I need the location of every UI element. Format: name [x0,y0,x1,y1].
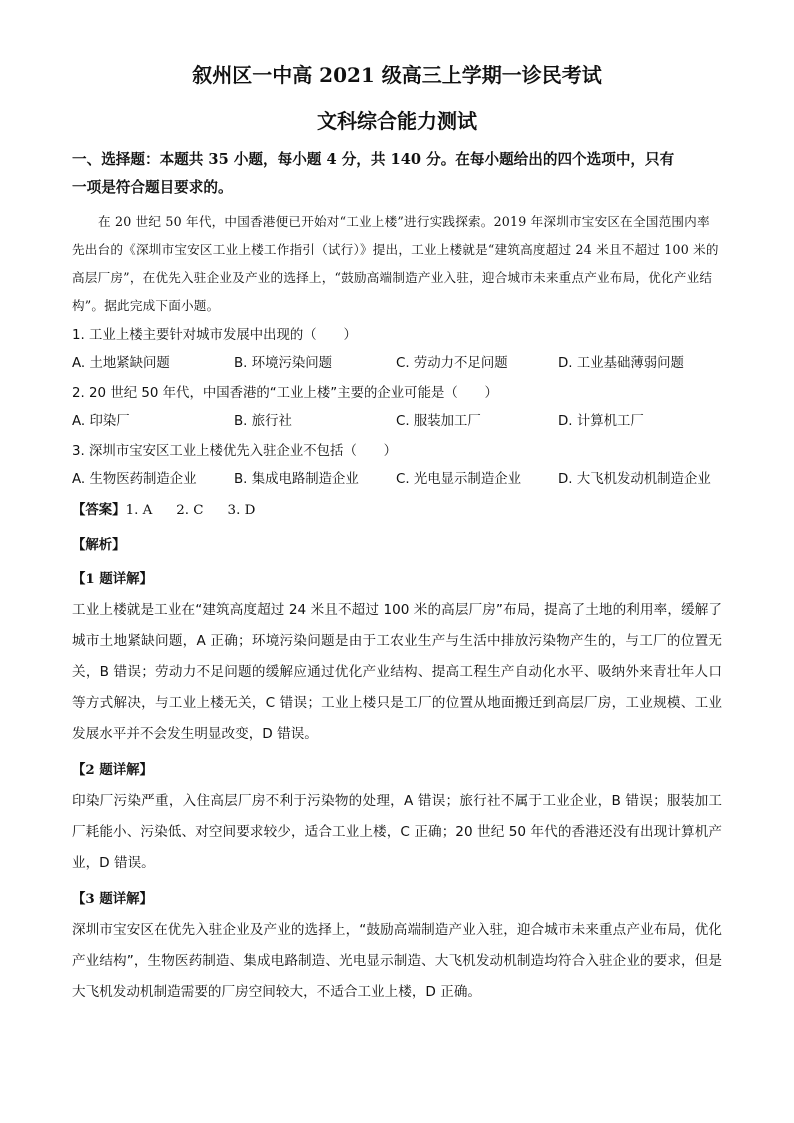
q3-option-a: A. 生物医药制造企业 [72,472,197,487]
detail-2-heading: 【2 题详解】 [72,762,153,778]
answer-1: 1. A [125,503,153,518]
exam-page [72,60,722,1008]
q2-option-a: A. 印染厂 [72,414,130,429]
section-line-1: 一、选择题：本题共 35 小题，每小题 4 分，共 140 分。在每小题给出的四个选项中，只有 [72,151,675,168]
q3-option-d: D. 大飞机发动机制造企业 [558,472,711,487]
q2-option-d: D. 计算机工厂 [558,414,644,429]
detail-2-text: 印染厂污染严重，入住高层厂房不利于污染物的处理，A 错误；旅行社不属于工业企业，B 错误；服装加工厂耗能小、污染低、对空间要求较少，适合工业上楼，C 正确；20 世纪 50 年代的香港还没有出现计算机产业，D 错误。 [72,793,722,871]
detail-1-text: 工业上楼就是工业在“建筑高度超过 24 米且不超过 100 米的高层厂房”布局，提高了土地的利用率，缓解了城市土地紧缺问题，A 正确；环境污染问题是由于工农业生产与生活中排放污染物产生的，与工厂的位置无关，B 错误；劳动力不足问题的缓解应通过优化产业结构、提高工程生产自动化水平、吸纳外来青壮年人口等方式解决，与工业上楼无关，C 错误；工业上楼只是工厂的位置从地面搬迁到高层厂房，工业规模、工业发展水平并不会发生明显改变，D 错误。 [72,602,722,742]
exam-subtitle: 文科综合能力测试 [317,109,477,133]
q2-option-b: B. 旅行社 [234,414,292,429]
question-3-stem: 3. 深圳市宝安区工业上楼优先入驻企业不包括（ ） [72,444,398,459]
analysis-label: 【解析】 [72,537,126,553]
q1-option-c: C. 劳动力不足问题 [396,356,508,371]
question-2-options [72,408,722,436]
reading-passage [72,208,722,320]
q1-option-d: D. 工业基础薄弱问题 [558,356,684,371]
answer-line [72,496,722,525]
answer-2: 2. C [176,503,204,518]
exam-title: 叙州区一中高 2021 级高三上学期一诊民考试 [192,63,602,87]
passage-text: 在 20 世纪 50 年代，中国香港便已开始对“工业上楼”进行实践探索。2019 年深圳市宝安区在全国范围内率先出台的《深圳市宝安区工业上楼工作指引（试行）》提出，工业上楼就是“建筑高度超过 24 米且不超过 100 米的高层厂房”，在优先入驻企业及产业的选择上，“鼓励高端制造产业入驻，迎合城市未来重点产业布局，优化产业结构”。据此完成下面小题。 [72,214,719,313]
q2-option-c: C. 服装加工厂 [396,414,481,429]
detail-3-heading: 【3 题详解】 [72,891,153,907]
section-line-2: 一项是符合题目要求的。 [72,179,233,196]
q1-option-b: B. 环境污染问题 [234,356,333,371]
section-instructions [72,146,722,202]
question-1-options [72,350,722,378]
answer-3: 3. D [227,503,256,518]
q3-option-b: B. 集成电路制造企业 [234,472,359,487]
question-1-stem: 1. 工业上楼主要针对城市发展中出现的（ ） [72,328,357,343]
detail-3-text: 深圳市宝安区在优先入驻企业及产业的选择上，“鼓励高端制造产业入驻，迎合城市未来重点产业布局，优化产业结构”，生物医药制造、集成电路制造、光电显示制造、大飞机发动机制造均符合入驻企业的要求，但是大飞机发动机制造需要的厂房空间较大，不适合工业上楼，D 正确。 [72,922,722,1000]
q3-option-c: C. 光电显示制造企业 [396,472,521,487]
question-2-stem: 2. 20 世纪 50 年代，中国香港的“工业上楼”主要的企业可能是（ ） [72,386,498,401]
question-3-options [72,466,722,494]
detail-1-heading: 【1 题详解】 [72,571,153,587]
answer-tag: 【答案】 [72,502,126,518]
q1-option-a: A. 土地紧缺问题 [72,356,170,371]
